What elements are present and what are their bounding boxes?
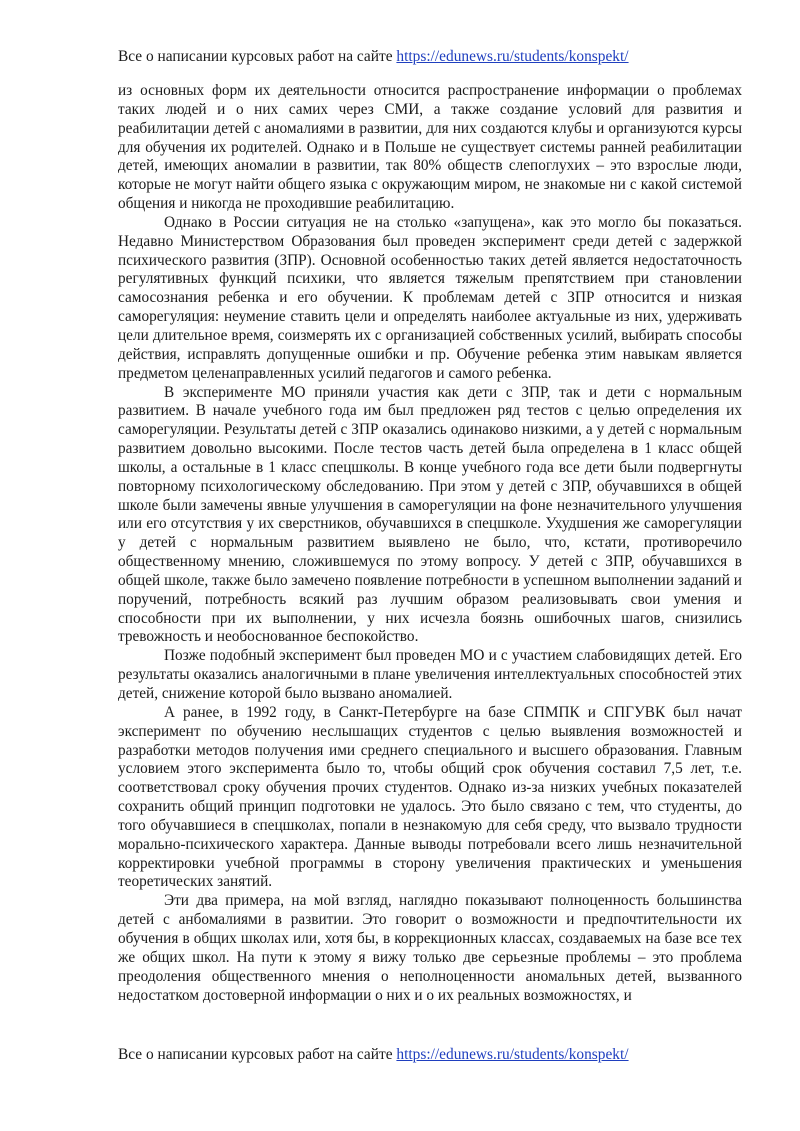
footer-link[interactable]: https://edunews.ru/students/konspekt/ — [396, 1046, 629, 1063]
page-header — [118, 47, 629, 66]
header-link[interactable]: https://edunews.ru/students/konspekt/ — [396, 48, 629, 65]
paragraph-experiment-zpr: В эксперименте МО приняли участия как дети с ЗПР, так и дети с нормальным развитием. В начале учебного года им был предложен ряд тестов с целью определения их саморегуляции. Результаты детей с ЗПР оказались одинаково низкими, а у детей с нормальным развитием довольно высокими. После тестов часть детей была определена в 1 класс общей школы, а остальные в 1 класс спецшколы. В конце учебного года все дети были подвергнуты повторному психологическому обследованию. При этом у детей с ЗПР, обучавшихся в общей школе были замечены явные улучшения в саморегуляции на фоне незначительного улучшения или его отсутствия у их сверстников, обучавшихся в спецшколе. Ухудшения же саморегуляции у детей с нормальным развитием выявлено не было, что, кстати, противоречило общественному мнению, сложившемуся по этому вопросу. У детей с ЗПР, обучавшихся в общей школе, также было замечено появление потребности в успешном выполнении заданий и поручений, потребность всякий раз лучшим образом реализовывать свои умения и способности при их выполнении, у них исчезла боязнь ошибочных шагов, снизились тревожность и необоснованное беспокойство. — [118, 383, 742, 646]
paragraph-visually-impaired: Позже подобный эксперимент был проведен МО и с участием слабовидящих детей. Его результаты оказались аналогичными в плане увеличения интеллектуальных способностей этих детей, снижение которой было вызвано аномалией. — [118, 647, 742, 702]
paragraph-russia-situation: Однако в России ситуация не на столько «запущена», как это могло бы показаться. Недавно Министерством Образования был проведен эксперимент среди детей с задержкой психического развития (ЗПР). Основной особенностью таких детей является недостаточность регулятивных функций психики, что является тяжелым препятствием при становлении самосознания ребенка и его обучении. К проблемам детей с ЗПР относится и низкая саморегуляция: неумение ставить цели и определять наиболее актуальные из них, удерживать цели длительное время, соизмерять их с организацией собственных усилий, выбирать способы действия, исправлять допущенные ошибки и пр. Обучение ребенка этим навыкам является предметом целенаправленных усилий педагогов и самого ребенка. — [118, 213, 742, 382]
paragraph-conclusion: Эти два примера, на мой взгляд, наглядно показывают полноценность большинства детей с анбомалиями в развитии. Это говорит о возможности и предпочтительности их обучения в общих школах или, хотя бы, в коррекционных классах, создаваемых на базе все тех же общих школ. На пути к этому я вижу только две серьезные проблемы – это проблема преодоления общественного мнения о неполноценности аномальных детей, вызванного недостатком достоверной информации о них и о их реальных возможностях, и — [118, 892, 742, 1004]
footer-text: Все о написании курсовых работ на сайте — [118, 1046, 397, 1063]
page-footer — [118, 1045, 629, 1064]
paragraph-spb-experiment: А ранее, в 1992 году, в Санкт-Петербурге на базе СПМПК и СПГУВК был начат эксперимент по обучению неслышащих студентов с целью выявления возможностей и разработки методов получения ими среднего специального и высшего образования. Главным условием этого эксперимента было то, чтобы общий срок обучения составил 7,5 лет, т.е. соответствовал сроку обучения прочих студентов. Однако из-за низких учебных показателей сохранить общий принцип подготовки не удалось. Это было связано с тем, что студенты, до того обучавшиеся в спецшколах, попали в незнакомую для себя среду, что вызвало трудности морально-психического характера. Данные выводы потребовали всего лишь незначительной корректировки учебной программы в сторону увеличения практических и уменьшения теоретических занятий. — [118, 703, 742, 891]
paragraph-continuation: из основных форм их деятельности относится распространение информации о проблемах таких людей и о них самих через СМИ, а также создание условий для развития и реабилитации детей с аномалиями в развитии, для них создаются клубы и организуются курсы для обучения их родителей. Однако и в Польше не существует системы ранней реабилитации детей, имеющих аномалии в развитии, так 80% обществ слепоглухих – это взрослые люди, которые не могут найти общего языка с окружающим миром, не знакомые ни с какой системой общения и никогда не проходившие реабилитацию. — [118, 82, 742, 213]
body-text — [118, 82, 742, 1005]
header-text: Все о написании курсовых работ на сайте — [118, 48, 397, 65]
